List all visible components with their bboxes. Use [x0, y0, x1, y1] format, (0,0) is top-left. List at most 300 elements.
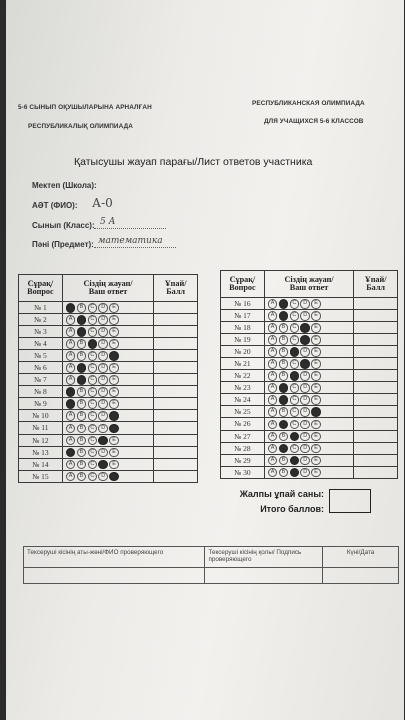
- question-row: [221, 298, 398, 310]
- answer-options: [264, 346, 353, 358]
- question-row: [19, 302, 198, 314]
- option-bubble-b[interactable]: B: [279, 456, 289, 466]
- option-bubble-b[interactable]: B: [77, 363, 87, 373]
- option-bubble-d[interactable]: D: [98, 460, 108, 470]
- question-number: № 6: [19, 362, 63, 374]
- option-bubble-a[interactable]: A: [268, 347, 278, 357]
- question-row: [221, 418, 398, 430]
- option-bubble-e[interactable]: E: [109, 303, 119, 313]
- score-col-header: Ұпай/ Балл: [154, 275, 198, 302]
- question-number: № 7: [19, 374, 63, 386]
- option-bubble-d[interactable]: D: [98, 448, 108, 458]
- option-bubble-c[interactable]: C: [88, 424, 98, 434]
- option-bubble-c[interactable]: C: [88, 375, 98, 385]
- answer-col-header: Сіздің жауап/ Ваш ответ: [62, 275, 153, 302]
- option-bubble-d[interactable]: D: [98, 424, 108, 434]
- option-bubble-e[interactable]: E: [109, 448, 119, 458]
- option-bubble-b[interactable]: B: [77, 411, 87, 421]
- score-col-header: Ұпай/ Балл: [354, 271, 398, 298]
- score-cell[interactable]: [354, 358, 398, 370]
- option-bubble-a[interactable]: A: [66, 375, 76, 385]
- option-bubble-e[interactable]: E: [311, 347, 321, 357]
- option-bubble-e[interactable]: E: [311, 359, 321, 369]
- option-bubble-d[interactable]: D: [300, 311, 310, 321]
- question-number: № 12: [19, 434, 63, 446]
- option-bubble-c[interactable]: C: [290, 335, 300, 345]
- answer-options: [62, 302, 153, 314]
- option-bubble-a[interactable]: A: [66, 327, 76, 337]
- question-row: [19, 326, 198, 338]
- answer-options: [264, 310, 353, 322]
- option-bubble-b[interactable]: B: [279, 371, 289, 381]
- question-row: [19, 434, 198, 446]
- question-number: № 5: [19, 350, 63, 362]
- option-bubble-b[interactable]: B: [279, 420, 289, 430]
- option-bubble-b[interactable]: B: [77, 303, 87, 313]
- answer-options: [264, 334, 353, 346]
- option-bubble-c[interactable]: C: [290, 323, 300, 333]
- option-bubble-c[interactable]: C: [290, 371, 300, 381]
- answer-options: [264, 370, 353, 382]
- option-bubble-e[interactable]: E: [311, 444, 321, 454]
- subject-label: Пәні (Предмет):: [32, 240, 94, 249]
- answer-options: [264, 430, 353, 442]
- header-left-line1: 5-6 СЫНЫП ОҚУШЫЛАРЫНА АРНАЛҒАН: [18, 104, 152, 111]
- question-row: [19, 374, 198, 386]
- option-bubble-a[interactable]: A: [66, 387, 76, 397]
- option-bubble-a[interactable]: A: [268, 299, 278, 309]
- option-bubble-a[interactable]: A: [66, 399, 76, 409]
- option-bubble-c[interactable]: C: [290, 407, 300, 417]
- question-number: № 28: [221, 442, 265, 454]
- option-bubble-d[interactable]: D: [98, 315, 108, 325]
- option-bubble-b[interactable]: B: [77, 424, 87, 434]
- option-bubble-d[interactable]: D: [98, 351, 108, 361]
- option-bubble-e[interactable]: E: [311, 323, 321, 333]
- score-cell[interactable]: [154, 422, 198, 434]
- option-bubble-b[interactable]: B: [77, 351, 87, 361]
- option-bubble-a[interactable]: A: [268, 383, 278, 393]
- option-bubble-e[interactable]: E: [311, 299, 321, 309]
- option-bubble-a[interactable]: A: [66, 339, 76, 349]
- answer-options: [62, 326, 153, 338]
- header-left-line2: РЕСПУБЛИКАЛЫҚ ОЛИМПИАДА: [28, 123, 133, 130]
- score-cell[interactable]: [154, 374, 198, 386]
- option-bubble-a[interactable]: A: [66, 448, 76, 458]
- option-bubble-c[interactable]: C: [88, 460, 98, 470]
- option-bubble-a[interactable]: A: [66, 460, 76, 470]
- answer-options: [264, 322, 353, 334]
- checker-name-cell: Тексеруші кісінің аты-жөні/ФИО проверяющего: [24, 547, 205, 568]
- question-row: [19, 410, 198, 422]
- score-cell[interactable]: [154, 398, 198, 410]
- answer-options: [62, 446, 153, 458]
- question-row: [221, 394, 398, 406]
- question-col-header: Сұрақ/ Вопрос: [19, 275, 63, 302]
- option-bubble-d[interactable]: D: [300, 407, 310, 417]
- question-row: [19, 446, 198, 458]
- score-cell[interactable]: [154, 362, 198, 374]
- option-bubble-a[interactable]: A: [268, 311, 278, 321]
- answer-options: [62, 374, 153, 386]
- option-bubble-b[interactable]: B: [77, 375, 87, 385]
- option-bubble-d[interactable]: D: [98, 411, 108, 421]
- name-label: АӘТ (ФИО):: [32, 201, 78, 210]
- option-bubble-b[interactable]: B: [279, 432, 289, 442]
- answers-table-right: [220, 270, 398, 479]
- option-bubble-b[interactable]: B: [77, 448, 87, 458]
- option-bubble-a[interactable]: A: [66, 436, 76, 446]
- score-cell[interactable]: [154, 410, 198, 422]
- option-bubble-e[interactable]: E: [311, 420, 321, 430]
- option-bubble-b[interactable]: B: [279, 359, 289, 369]
- option-bubble-d[interactable]: D: [98, 339, 108, 349]
- option-bubble-c[interactable]: C: [290, 432, 300, 442]
- score-cell[interactable]: [154, 314, 198, 326]
- school-label: Мектеп (Школа):: [32, 181, 97, 190]
- header-right-line1: РЕСПУБЛИКАНСКАЯ ОЛИМПИАДА: [252, 100, 365, 107]
- question-row: [221, 358, 398, 370]
- question-number: № 14: [19, 458, 63, 470]
- class-value: 5 А: [100, 217, 116, 227]
- question-row: [19, 338, 198, 350]
- option-bubble-a[interactable]: A: [268, 420, 278, 430]
- option-bubble-d[interactable]: D: [98, 472, 108, 482]
- option-bubble-e[interactable]: E: [311, 456, 321, 466]
- date-input[interactable]: [323, 568, 399, 584]
- option-bubble-e[interactable]: E: [109, 387, 119, 397]
- option-bubble-b[interactable]: B: [279, 323, 289, 333]
- answer-options: [264, 358, 353, 370]
- option-bubble-c[interactable]: C: [88, 327, 98, 337]
- checker-name-input[interactable]: [24, 568, 205, 584]
- question-row: [221, 310, 398, 322]
- answer-options: [264, 382, 353, 394]
- option-bubble-e[interactable]: E: [311, 407, 321, 417]
- option-bubble-b[interactable]: B: [77, 339, 87, 349]
- option-bubble-b[interactable]: B: [279, 395, 289, 405]
- option-bubble-c[interactable]: C: [290, 456, 300, 466]
- option-bubble-c[interactable]: C: [88, 363, 98, 373]
- option-bubble-a[interactable]: A: [268, 395, 278, 405]
- option-bubble-a[interactable]: A: [268, 456, 278, 466]
- question-number: № 15: [19, 470, 63, 482]
- option-bubble-a[interactable]: A: [66, 411, 76, 421]
- option-bubble-b[interactable]: B: [279, 407, 289, 417]
- answer-options: [62, 398, 153, 410]
- question-number: № 30: [221, 466, 265, 478]
- question-row: [19, 458, 198, 470]
- question-row: [221, 382, 398, 394]
- option-bubble-b[interactable]: B: [77, 327, 87, 337]
- option-bubble-b[interactable]: B: [77, 472, 87, 482]
- score-cell[interactable]: [154, 434, 198, 446]
- answer-options: [62, 458, 153, 470]
- option-bubble-e[interactable]: E: [311, 468, 321, 478]
- question-number: № 13: [19, 446, 63, 458]
- option-bubble-a[interactable]: A: [66, 351, 76, 361]
- option-bubble-a[interactable]: A: [268, 335, 278, 345]
- question-number: № 29: [221, 454, 265, 466]
- answer-options: [62, 362, 153, 374]
- question-row: [19, 350, 198, 362]
- class-label: Сынып (Класс):: [32, 221, 95, 230]
- option-bubble-c[interactable]: C: [290, 347, 300, 357]
- option-bubble-b[interactable]: B: [77, 436, 87, 446]
- answer-options: [62, 470, 153, 482]
- answers-table-left: [18, 274, 198, 483]
- question-number: № 8: [19, 386, 63, 398]
- option-bubble-a[interactable]: A: [268, 407, 278, 417]
- option-bubble-b[interactable]: B: [279, 468, 289, 478]
- option-bubble-a[interactable]: A: [66, 472, 76, 482]
- option-bubble-e[interactable]: E: [311, 383, 321, 393]
- option-bubble-d[interactable]: D: [300, 456, 310, 466]
- option-bubble-b[interactable]: B: [77, 399, 87, 409]
- score-cell[interactable]: [354, 394, 398, 406]
- question-row: [221, 322, 398, 334]
- signature-table: [23, 546, 399, 584]
- score-cell[interactable]: [354, 466, 398, 478]
- answer-options: [62, 386, 153, 398]
- option-bubble-b[interactable]: B: [279, 444, 289, 454]
- option-bubble-a[interactable]: A: [268, 323, 278, 333]
- option-bubble-a[interactable]: A: [66, 363, 76, 373]
- option-bubble-e[interactable]: E: [109, 327, 119, 337]
- option-bubble-d[interactable]: D: [300, 323, 310, 333]
- option-bubble-d[interactable]: D: [300, 468, 310, 478]
- answer-options: [264, 298, 353, 310]
- score-cell[interactable]: [154, 386, 198, 398]
- option-bubble-e[interactable]: E: [311, 432, 321, 442]
- option-bubble-b[interactable]: B: [77, 315, 87, 325]
- option-bubble-d[interactable]: D: [300, 420, 310, 430]
- checker-signature-input[interactable]: [205, 568, 323, 584]
- answer-options: [264, 442, 353, 454]
- question-number: № 2: [19, 314, 63, 326]
- option-bubble-a[interactable]: A: [66, 303, 76, 313]
- score-cell[interactable]: [354, 406, 398, 418]
- question-row: [19, 422, 198, 434]
- question-number: № 3: [19, 326, 63, 338]
- option-bubble-d[interactable]: D: [300, 299, 310, 309]
- option-bubble-c[interactable]: C: [290, 395, 300, 405]
- option-bubble-b[interactable]: B: [279, 383, 289, 393]
- option-bubble-a[interactable]: A: [268, 371, 278, 381]
- score-cell[interactable]: [354, 382, 398, 394]
- question-row: [221, 406, 398, 418]
- score-cell[interactable]: [354, 430, 398, 442]
- option-bubble-e[interactable]: E: [109, 363, 119, 373]
- option-bubble-c[interactable]: C: [290, 468, 300, 478]
- sheet-title: Қатысушы жауап парағы/Лист ответов участника: [74, 156, 313, 168]
- question-number: № 18: [221, 322, 265, 334]
- question-row: [221, 334, 398, 346]
- question-row: [221, 346, 398, 358]
- question-number: № 17: [221, 310, 265, 322]
- option-bubble-c[interactable]: C: [88, 303, 98, 313]
- answer-options: [264, 454, 353, 466]
- score-cell[interactable]: [354, 346, 398, 358]
- question-row: [19, 470, 198, 482]
- score-cell[interactable]: [354, 298, 398, 310]
- option-bubble-d[interactable]: D: [300, 347, 310, 357]
- question-number: № 19: [221, 334, 265, 346]
- option-bubble-c[interactable]: C: [290, 311, 300, 321]
- score-cell[interactable]: [354, 418, 398, 430]
- score-cell[interactable]: [154, 446, 198, 458]
- option-bubble-b[interactable]: B: [279, 335, 289, 345]
- option-bubble-e[interactable]: E: [109, 472, 119, 482]
- total-score-box[interactable]: [329, 489, 371, 513]
- header-right-line2: ДЛЯ УЧАЩИХСЯ 5-6 КЛАССОВ: [264, 118, 364, 125]
- total-label-ru: Итого баллов:: [260, 504, 324, 514]
- option-bubble-c[interactable]: C: [88, 472, 98, 482]
- question-number: № 1: [19, 302, 63, 314]
- question-number: № 10: [19, 410, 63, 422]
- option-bubble-e[interactable]: E: [311, 311, 321, 321]
- checker-signature-cell: Тексеруші кісінің қолы/ Подпись проверяющего: [205, 547, 323, 568]
- option-bubble-a[interactable]: A: [268, 359, 278, 369]
- answer-options: [264, 466, 353, 478]
- score-cell[interactable]: [154, 338, 198, 350]
- option-bubble-a[interactable]: A: [66, 424, 76, 434]
- option-bubble-e[interactable]: E: [109, 424, 119, 434]
- option-bubble-e[interactable]: E: [109, 460, 119, 470]
- option-bubble-c[interactable]: C: [290, 299, 300, 309]
- question-number: № 16: [221, 298, 265, 310]
- class-underline: [94, 228, 166, 229]
- option-bubble-e[interactable]: E: [109, 375, 119, 385]
- option-bubble-c[interactable]: C: [88, 387, 98, 397]
- question-number: № 20: [221, 346, 265, 358]
- option-bubble-e[interactable]: E: [311, 395, 321, 405]
- score-cell[interactable]: [354, 310, 398, 322]
- option-bubble-c[interactable]: C: [88, 315, 98, 325]
- score-cell[interactable]: [354, 370, 398, 382]
- option-bubble-e[interactable]: E: [109, 411, 119, 421]
- option-bubble-d[interactable]: D: [98, 375, 108, 385]
- score-cell[interactable]: [154, 302, 198, 314]
- option-bubble-b[interactable]: B: [279, 299, 289, 309]
- option-bubble-d[interactable]: D: [300, 383, 310, 393]
- question-row: [221, 466, 398, 478]
- option-bubble-c[interactable]: C: [290, 359, 300, 369]
- option-bubble-d[interactable]: D: [98, 303, 108, 313]
- score-cell[interactable]: [354, 322, 398, 334]
- option-bubble-a[interactable]: A: [268, 468, 278, 478]
- option-bubble-d[interactable]: D: [300, 359, 310, 369]
- option-bubble-d[interactable]: D: [300, 432, 310, 442]
- option-bubble-c[interactable]: C: [88, 436, 98, 446]
- option-bubble-c[interactable]: C: [88, 399, 98, 409]
- option-bubble-c[interactable]: C: [88, 339, 98, 349]
- option-bubble-b[interactable]: B: [77, 387, 87, 397]
- question-row: [19, 398, 198, 410]
- question-number: № 27: [221, 430, 265, 442]
- question-row: [221, 430, 398, 442]
- option-bubble-a[interactable]: A: [66, 315, 76, 325]
- total-label-kz: Жалпы ұпай саны:: [239, 489, 324, 499]
- score-cell[interactable]: [354, 454, 398, 466]
- question-number: № 4: [19, 338, 63, 350]
- option-bubble-e[interactable]: E: [109, 399, 119, 409]
- question-number: № 22: [221, 370, 265, 382]
- option-bubble-c[interactable]: C: [88, 351, 98, 361]
- date-cell: Күні/Дата: [323, 547, 399, 568]
- score-cell[interactable]: [354, 442, 398, 454]
- score-cell[interactable]: [154, 350, 198, 362]
- question-row: [221, 442, 398, 454]
- option-bubble-c[interactable]: C: [290, 444, 300, 454]
- question-number: № 11: [19, 422, 63, 434]
- answer-options: [62, 350, 153, 362]
- option-bubble-c[interactable]: C: [290, 383, 300, 393]
- answer-col-header: Сіздің жауап/ Ваш ответ: [264, 271, 353, 298]
- question-row: [221, 454, 398, 466]
- option-bubble-d[interactable]: D: [98, 363, 108, 373]
- option-bubble-d[interactable]: D: [98, 436, 108, 446]
- option-bubble-e[interactable]: E: [109, 351, 119, 361]
- option-bubble-d[interactable]: D: [300, 371, 310, 381]
- question-row: [19, 386, 198, 398]
- option-bubble-b[interactable]: B: [279, 347, 289, 357]
- option-bubble-c[interactable]: C: [290, 420, 300, 430]
- question-row: [19, 314, 198, 326]
- option-bubble-d[interactable]: D: [300, 335, 310, 345]
- option-bubble-d[interactable]: D: [98, 399, 108, 409]
- answer-options: [62, 314, 153, 326]
- option-bubble-a[interactable]: A: [268, 432, 278, 442]
- question-number: № 26: [221, 418, 265, 430]
- answer-options: [62, 434, 153, 446]
- answer-options: [264, 406, 353, 418]
- option-bubble-b[interactable]: B: [77, 460, 87, 470]
- score-cell[interactable]: [154, 470, 198, 482]
- score-cell[interactable]: [354, 334, 398, 346]
- option-bubble-d[interactable]: D: [300, 395, 310, 405]
- option-bubble-d[interactable]: D: [98, 387, 108, 397]
- question-row: [221, 370, 398, 382]
- question-number: № 21: [221, 358, 265, 370]
- answer-options: [264, 418, 353, 430]
- option-bubble-d[interactable]: D: [300, 444, 310, 454]
- option-bubble-e[interactable]: E: [109, 436, 119, 446]
- question-number: № 24: [221, 394, 265, 406]
- option-bubble-e[interactable]: E: [109, 339, 119, 349]
- question-row: [19, 362, 198, 374]
- answer-options: [62, 410, 153, 422]
- option-bubble-a[interactable]: A: [268, 444, 278, 454]
- option-bubble-e[interactable]: E: [311, 335, 321, 345]
- answer-options: [264, 394, 353, 406]
- option-bubble-c[interactable]: C: [88, 448, 98, 458]
- score-cell[interactable]: [154, 458, 198, 470]
- name-value: А-0: [92, 196, 113, 210]
- score-cell[interactable]: [154, 326, 198, 338]
- answer-options: [62, 422, 153, 434]
- answer-options: [62, 338, 153, 350]
- option-bubble-e[interactable]: E: [109, 315, 119, 325]
- option-bubble-d[interactable]: D: [98, 327, 108, 337]
- option-bubble-c[interactable]: C: [88, 411, 98, 421]
- option-bubble-e[interactable]: E: [311, 371, 321, 381]
- question-number: № 23: [221, 382, 265, 394]
- answer-sheet: [6, 0, 404, 720]
- subject-underline: [94, 247, 176, 248]
- option-bubble-b[interactable]: B: [279, 311, 289, 321]
- question-number: № 9: [19, 398, 63, 410]
